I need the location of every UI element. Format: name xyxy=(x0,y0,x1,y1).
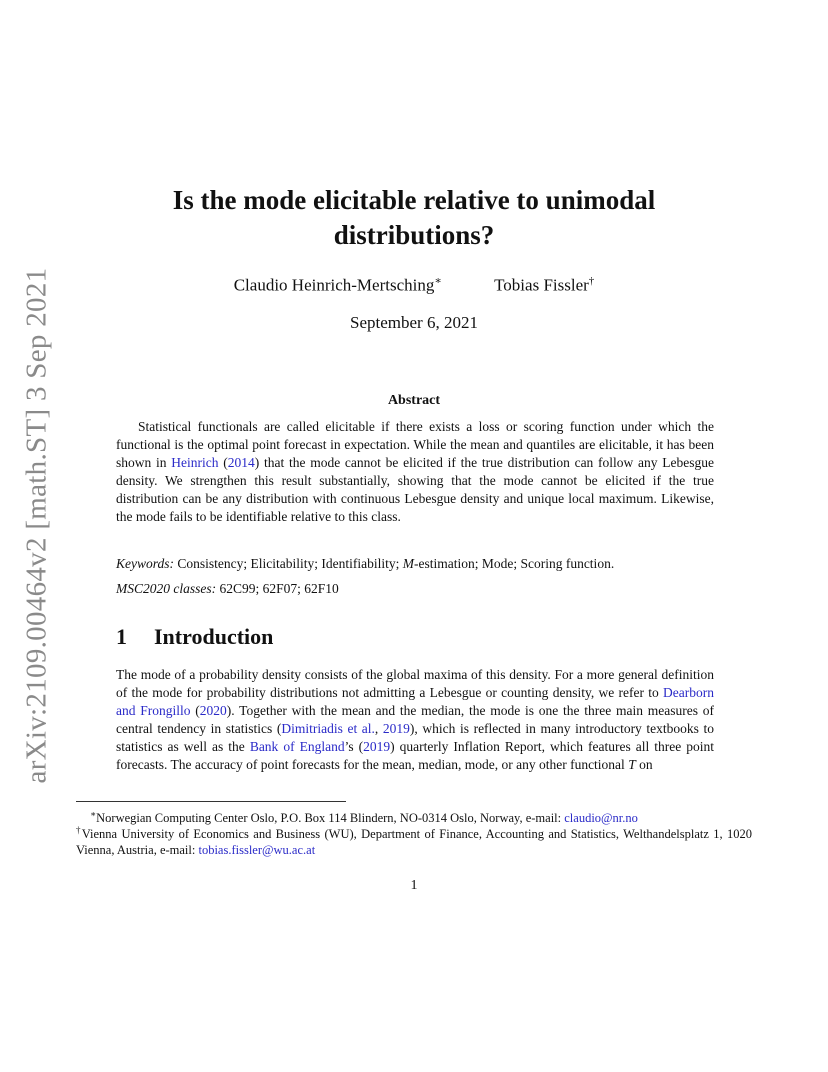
ref-link-dimitriadis-year[interactable]: 2019 xyxy=(382,721,410,736)
intro-paren-1: ( xyxy=(190,703,200,718)
footnote-1-mark: ∗ xyxy=(90,809,97,819)
keywords-label: Keywords: xyxy=(116,556,174,571)
footnote-1-text: Norwegian Computing Center Oslo, P.O. Box 114 Blindern, NO-0314 Oslo, Norway, e-mail: xyxy=(96,811,565,826)
intro-text-5: on xyxy=(635,757,653,772)
arxiv-stamp-text: arXiv:2109.00464v2 [math.ST] 3 Sep 2021 xyxy=(20,267,53,783)
intro-text-4: ) quarterly Inflation Report, which features all three point forecasts. The accuracy of point forecasts for the mean, median, mode, or any other functional xyxy=(116,739,715,772)
ref-link-dearborn[interactable]: Dearborn and Frongillo xyxy=(116,685,714,718)
author xyxy=(234,274,442,296)
abstract-text-1: Statistical functionals are called elicitable if there exists a loss or scoring function under which the functional is the optimal point forecast in expectation. While the mean and quantiles are elicitable, it has been shown in xyxy=(116,419,714,470)
ref-link-dimitriadis[interactable]: Dimitriadis et al. xyxy=(281,721,375,736)
author-name: Tobias Fissler xyxy=(494,275,589,295)
author-footnote-mark: † xyxy=(588,275,595,287)
author-footnote-mark: ∗ xyxy=(434,275,442,287)
intro-var-t: T xyxy=(628,757,636,772)
arxiv-stamp xyxy=(14,267,60,783)
ref-link-boe[interactable]: Bank of England xyxy=(249,739,345,754)
keywords-text-b: -estimation; Mode; Scoring function. xyxy=(413,556,615,571)
keywords xyxy=(116,556,714,572)
ref-link-heinrich[interactable]: Heinrich xyxy=(171,455,219,470)
msc-text: 62C99; 62F07; 62F10 xyxy=(216,581,339,596)
abstract-body xyxy=(116,418,714,526)
msc-label: MSC2020 classes: xyxy=(116,581,217,596)
intro-text-3: ), which is reflected in many introductory textbooks to statistics as well as the xyxy=(116,721,715,754)
ref-paren-open: ( xyxy=(218,455,228,470)
footnote-rule xyxy=(76,801,346,802)
intro-sep-2: , xyxy=(374,721,383,736)
section-number: 1 xyxy=(116,624,127,649)
intro-paren-3: ’s ( xyxy=(344,739,364,754)
intro-text-1: The mode of a probability density consists of the global maxima of this density. For a more general definition of the mode for probability distributions not admitting a Lebesgue or counting density, we refer to xyxy=(116,667,714,700)
title-line-1: Is the mode elicitable relative to unimodal xyxy=(172,185,656,215)
page-number: 1 xyxy=(410,878,418,893)
keywords-text-a: Consistency; Elicitability; Identifiability; xyxy=(174,556,403,571)
footnote-2 xyxy=(76,822,752,858)
keywords-m-symbol: M xyxy=(402,556,414,571)
footnote-2-mark: † xyxy=(76,825,82,835)
author-list xyxy=(90,274,738,296)
intro-text-2: ). Together with the mean and the median, the mode is one the three main measures of central tendency in statistics ( xyxy=(116,703,714,736)
title-line-2: distributions? xyxy=(333,220,495,250)
abstract-heading: Abstract xyxy=(387,393,441,408)
ref-link-boe-year[interactable]: 2019 xyxy=(363,739,391,754)
email-link-tobias[interactable]: tobias.fissler@wu.ac.at xyxy=(198,843,316,858)
intro-paragraph xyxy=(116,666,714,774)
abstract-paragraph xyxy=(116,418,714,526)
paper-title xyxy=(90,183,738,253)
footnote-2-text: Vienna University of Economics and Business (WU), Department of Finance, Accounting and Statistics, Welthandelsplatz 1, 1020 Vienna, Austria, e-mail: xyxy=(76,827,753,858)
author xyxy=(494,275,594,296)
abstract-text-2: ) that the mode cannot be elicited if the true distribution can follow any Lebesgue density. We strengthen this result substantially, showing that the mode cannot be elicited if the true distribution can be any distribution with continuous Lebesgue density and unique local maximum. Likewise, the mode fails to be identifiable relative to this class. xyxy=(116,455,715,524)
paper-date: September 6, 2021 xyxy=(350,313,478,332)
ref-link-heinrich-year[interactable]: 2014 xyxy=(227,455,255,470)
msc-classes xyxy=(116,581,714,597)
email-link-claudio[interactable]: claudio@nr.no xyxy=(564,811,638,826)
section-title: Introduction xyxy=(154,624,274,649)
section-heading xyxy=(116,624,273,650)
ref-link-dearborn-year[interactable]: 2020 xyxy=(199,703,227,718)
author-name: Claudio Heinrich-Mertsching xyxy=(233,275,435,295)
